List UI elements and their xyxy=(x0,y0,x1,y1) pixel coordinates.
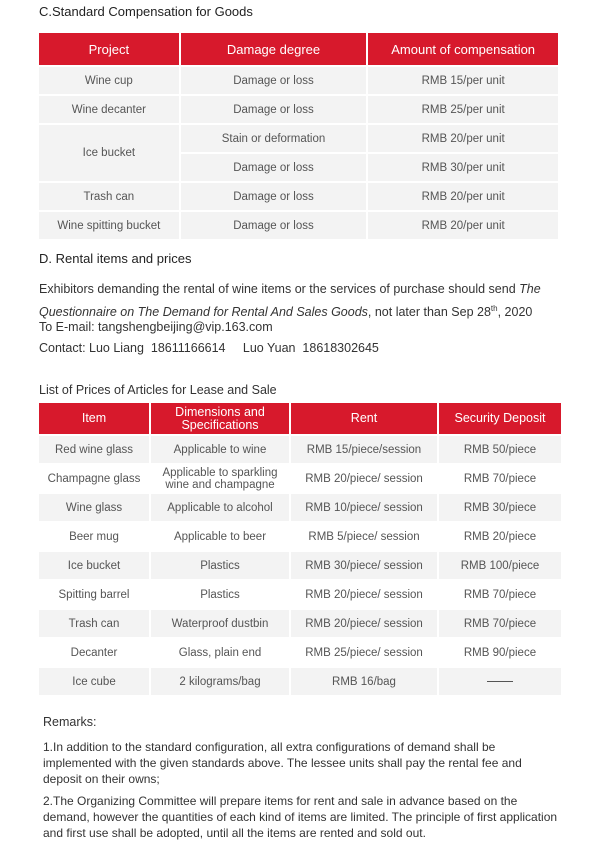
price-list-title: List of Prices of Articles for Lease and Sale xyxy=(39,383,277,397)
amount-cell: RMB 20/per unit xyxy=(368,125,558,152)
amount-cell: RMB 20/per unit xyxy=(368,212,558,239)
table-row xyxy=(39,668,561,695)
contact-email: To E-mail: tangshengbeijing@vip.163.com xyxy=(39,320,273,334)
column-header-amount: Amount of compensation xyxy=(368,33,558,65)
rent-cell: RMB 15/piece/session xyxy=(291,436,437,463)
column-header-damage-degree: Damage degree xyxy=(181,33,367,65)
deposit-cell: RMB 70/piece xyxy=(439,610,561,637)
table-row xyxy=(39,523,561,550)
remarks-title: Remarks: xyxy=(43,715,97,729)
instructions-deadline: , not later than Sep 28 xyxy=(367,305,491,320)
table-header-row xyxy=(39,403,561,434)
column-header-project: Project xyxy=(39,33,179,65)
amount-cell: RMB 25/per unit xyxy=(368,96,558,123)
rent-cell: RMB 5/piece/ session xyxy=(291,523,437,550)
project-cell: Wine cup xyxy=(39,67,179,94)
damage-cell: Damage or loss xyxy=(181,67,367,94)
table-row xyxy=(39,183,558,210)
table-row xyxy=(39,639,561,666)
section-d-title: D. Rental items and prices xyxy=(39,251,192,266)
deposit-cell: RMB 50/piece xyxy=(439,436,561,463)
project-cell: Ice bucket xyxy=(39,125,179,181)
deposit-cell: RMB 90/piece xyxy=(439,639,561,666)
table-header-row xyxy=(39,33,558,65)
spec-cell: Applicable to sparkling wine and champagne xyxy=(151,465,289,492)
table-row xyxy=(39,212,558,239)
table-row xyxy=(39,581,561,608)
remark-item-1: 1.In addition to the standard configuration, all extra configurations of demand shall be implemented with the given standards above. The lessee units shall pay the rental fee and deposit on their owns; xyxy=(43,740,522,786)
column-header-deposit: Security Deposit xyxy=(439,403,561,434)
amount-cell: RMB 20/per unit xyxy=(368,183,558,210)
table-row xyxy=(39,125,558,152)
questionnaire-title: The Questionnaire on The Demand for Rental And Sales Goods xyxy=(39,282,541,320)
table-row xyxy=(39,96,558,123)
project-cell: Trash can xyxy=(39,183,179,210)
project-cell: Wine decanter xyxy=(39,96,179,123)
table-row xyxy=(39,465,561,492)
deposit-cell: RMB 30/piece xyxy=(439,494,561,521)
contact-persons: Contact: Luo Liang 18611166614 Luo Yuan 18618302645 xyxy=(39,341,379,355)
item-cell: Wine glass xyxy=(39,494,149,521)
column-header-specifications: Dimensions and Specifications xyxy=(151,403,289,434)
spec-cell: Glass, plain end xyxy=(151,639,289,666)
price-list-table xyxy=(37,401,563,697)
column-header-rent: Rent xyxy=(291,403,437,434)
rent-cell: RMB 20/piece/ session xyxy=(291,465,437,492)
deposit-cell xyxy=(439,668,561,695)
deposit-cell: RMB 70/piece xyxy=(439,465,561,492)
damage-cell: Damage or loss xyxy=(181,212,367,239)
rental-instructions xyxy=(39,280,564,322)
item-cell: Spitting barrel xyxy=(39,581,149,608)
amount-cell: RMB 15/per unit xyxy=(368,67,558,94)
item-cell: Ice bucket xyxy=(39,552,149,579)
compensation-table xyxy=(37,31,560,241)
spec-cell: 2 kilograms/bag xyxy=(151,668,289,695)
column-header-item: Item xyxy=(39,403,149,434)
spec-cell: Plastics xyxy=(151,552,289,579)
spec-cell: Applicable to beer xyxy=(151,523,289,550)
spec-cell: Waterproof dustbin xyxy=(151,610,289,637)
item-cell: Trash can xyxy=(39,610,149,637)
rent-cell: RMB 16/bag xyxy=(291,668,437,695)
instructions-text: Exhibitors demanding the rental of wine items or the services of purchase should send xyxy=(39,282,520,296)
rent-cell: RMB 10/piece/ session xyxy=(291,494,437,521)
item-cell: Ice cube xyxy=(39,668,149,695)
table-row xyxy=(39,552,561,579)
damage-cell: Damage or loss xyxy=(181,96,367,123)
item-cell: Champagne glass xyxy=(39,465,149,492)
spec-cell: Plastics xyxy=(151,581,289,608)
instructions-year: , 2020 xyxy=(497,305,533,320)
damage-cell: Damage or loss xyxy=(181,154,367,181)
remark-item-2: 2.The Organizing Committee will prepare items for rent and sale in advance based on the demand, however the quantities of each kind of items are limited. The principle of first application and first use shall be adopted, until all the items are rented and sold out. xyxy=(43,794,558,840)
rent-cell: RMB 20/piece/ session xyxy=(291,610,437,637)
item-cell: Decanter xyxy=(39,639,149,666)
ordinal-suffix: th xyxy=(490,304,498,313)
section-c-title: C.Standard Compensation for Goods xyxy=(39,4,253,19)
amount-cell: RMB 30/per unit xyxy=(368,154,558,181)
table-row xyxy=(39,67,558,94)
dash-placeholder xyxy=(487,681,513,682)
damage-cell: Stain or deformation xyxy=(181,125,367,152)
spec-cell: Applicable to wine xyxy=(151,436,289,463)
rent-cell: RMB 20/piece/ session xyxy=(291,581,437,608)
project-cell: Wine spitting bucket xyxy=(39,212,179,239)
deposit-cell: RMB 100/piece xyxy=(439,552,561,579)
spec-cell: Applicable to alcohol xyxy=(151,494,289,521)
rent-cell: RMB 30/piece/ session xyxy=(291,552,437,579)
table-row xyxy=(39,610,561,637)
item-cell: Red wine glass xyxy=(39,436,149,463)
deposit-cell: RMB 70/piece xyxy=(439,581,561,608)
damage-cell: Damage or loss xyxy=(181,183,367,210)
deposit-cell: RMB 20/piece xyxy=(439,523,561,550)
item-cell: Beer mug xyxy=(39,523,149,550)
table-row xyxy=(39,494,561,521)
rent-cell: RMB 25/piece/ session xyxy=(291,639,437,666)
table-row xyxy=(39,436,561,463)
